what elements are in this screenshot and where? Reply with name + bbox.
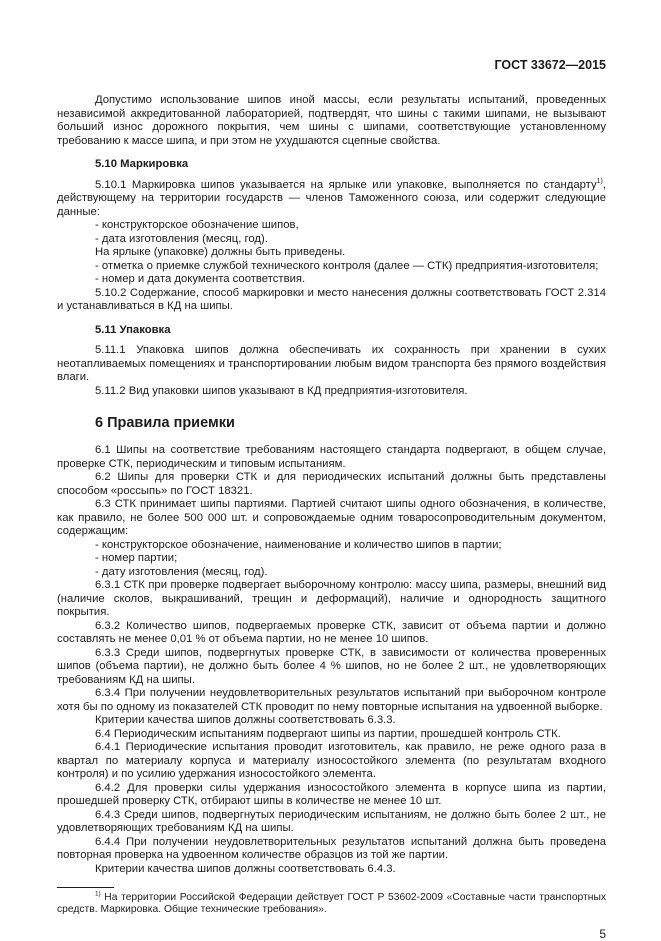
paragraph <box>57 287 606 314</box>
paragraph <box>57 344 606 385</box>
text-run: 6.3.1 СТК при проверке подвергает выборочному контролю: массу шипа, размеры, внешний вид (наличие сколов, выкрашиваний, трещин и деформаций), наличие и однородность защитного покрытия. <box>57 579 606 618</box>
text-run: - отметка о приемке службой технического контроля (далее — СТК) предприятия-изготовителя; <box>95 259 599 272</box>
standard-number: ГОСТ 33672—2015 <box>494 58 606 72</box>
list-item <box>57 566 606 580</box>
paragraph <box>57 687 606 714</box>
text-run: 6.4.4 При получении неудовлетворительных результатов испытаний должна быть проведена повторная проверка на удвоенном количестве образцов из той же партии. <box>57 835 606 861</box>
text-run: 6 Правила приемки <box>95 415 235 431</box>
paragraph <box>57 385 606 399</box>
text-run: Допустимо использование шипов иной массы, если результаты испытаний, проведенных независимой аккредитованной лабораторией, подтвердят, что шины с такими шипами, не вызывают больший износ дорожного покрытия, чем шины с шипами, соответствующие установленному требованию к массе шипа, и при этом не ухудшаются сцепные свойства. <box>57 94 606 147</box>
paragraph <box>57 246 606 260</box>
paragraph <box>57 444 606 471</box>
paragraph <box>57 579 606 620</box>
text-run: - конструкторское обозначение, наименование и количество шипов в партии; <box>95 538 502 551</box>
footnote-reference: 1) <box>596 177 603 185</box>
text-run: 6.4.1 Периодические испытания проводит изготовитель, как правило, не реже одного раза в квартал по материалу корпуса и материалу износостойкого элемента (по результатам входного контроля) и по усилию удержания износостойкого элемента. <box>57 741 606 780</box>
text-run: 5.10.1 Маркировка шипов указывается на ярлыке или упаковке, выполняется по стандарту <box>95 178 597 191</box>
text-run: 6.3.4 При получении неудовлетворительных результатов испытаний при выборочном контроле хотя бы по одному из показателей СТК проводит по нему повторные испытания на удвоенной выборке. <box>57 687 606 713</box>
section-heading <box>57 415 606 432</box>
paragraph <box>57 741 606 782</box>
paragraph <box>57 809 606 836</box>
text-run: 5.11.2 Вид упаковки шипов указывают в КД предприятия-изготовителя. <box>95 384 468 397</box>
paragraph <box>57 620 606 647</box>
text-run: На ярлыке (упаковке) должны быть приведены. <box>95 246 346 258</box>
footnote-text <box>57 892 606 917</box>
paragraph <box>57 498 606 539</box>
page-number: 5 <box>599 926 606 941</box>
text-run: 5.11 Упаковка <box>95 323 171 336</box>
paragraph <box>57 179 606 220</box>
page-header <box>57 58 606 72</box>
text-run: 5.10.2 Содержание, способ маркировки и место нанесения должны соответствовать ГОСТ 2.314 и устанавливаться в КД на шипы. <box>57 286 606 312</box>
paragraph <box>57 647 606 688</box>
document-content <box>57 94 606 876</box>
text-run: - дату изготовления (месяц, год). <box>95 565 268 578</box>
page-footer <box>57 927 606 941</box>
text-run: 6.3.2 Количество шипов, подвергаемых проверке СТК, зависит от объема партии и должно составлять не менее 0,01 % от объема партии, но не менее 10 шипов. <box>57 619 606 645</box>
text-run: 6.2 Шипы для проверки СТК и для периодических испытаний должны быть представлены способом «россыпь» по ГОСТ 18321. <box>57 471 606 497</box>
text-run: 6.3 СТК принимает шипы партиями. Партией считают шипы одного обозначения, в количестве, как правило, не более 500 000 шт. и сопровождаемые одним товаросопроводительным документом, содержащим: <box>57 498 606 537</box>
paragraph <box>57 471 606 498</box>
text-run: 6.4.2 Для проверки силы удержания износостойкого элемента в корпусе шипа из партии, прошедшей проверку СТК, отбирают шипы в количестве не менее 10 шт. <box>57 781 606 807</box>
text-run: 6.4 Периодическим испытаниям подвергают шипы из партии, прошедшей контроль СТК. <box>95 727 561 740</box>
list-item <box>57 539 606 553</box>
paragraph <box>57 714 606 728</box>
list-item <box>57 260 606 274</box>
text-run: , действующему на территории государств — членов Таможенного союза, или содержит следующие данные: <box>57 178 606 218</box>
subsection-heading <box>57 158 606 172</box>
list-item <box>57 233 606 247</box>
text-run: - номер и дата документа соответствия. <box>95 273 306 285</box>
text-run: - номер партии; <box>95 552 178 564</box>
list-item <box>57 552 606 566</box>
text-run: Критерии качества шипов должны соответствовать 6.4.3. <box>95 862 396 875</box>
list-item <box>57 219 606 233</box>
text-run: На территории Российской Федерации действует ГОСТ Р 53602-2009 «Составные части транспортных средств. Маркировка. Общие технические требования». <box>57 892 606 916</box>
text-run: 5.10 Маркировка <box>95 158 189 170</box>
text-run: - конструкторское обозначение шипов, <box>95 219 299 231</box>
text-run: 6.1 Шипы на соответствие требованиям настоящего стандарта подвергают, в общем случае, проверке СТК, периодическим и типовым испытаниям. <box>57 444 606 470</box>
text-run: 6.4.3 Среди шипов, подвергнутых периодическим испытаниям, не должно быть более 2 шт., не удовлетворяющих требованиям КД на шипы. <box>57 808 606 834</box>
text-run: Критерии качества шипов должны соответствовать 6.3.3. <box>95 714 396 726</box>
text-run: 6.3.3 Среди шипов, подвергнутых проверке СТК, в зависимости от количества проверенных шипов (объема партии), не должно быть более 4 % шипов, но не более 2 шт., не удовлетворяющих требованиям КД на шипы. <box>57 646 606 686</box>
list-item <box>57 273 606 287</box>
paragraph <box>57 728 606 742</box>
text-run: - дата изготовления (месяц, год). <box>95 232 268 245</box>
paragraph <box>57 863 606 877</box>
paragraph <box>57 94 606 148</box>
paragraph <box>57 836 606 863</box>
footnote-reference: 1) <box>95 890 101 898</box>
subsection-heading <box>57 324 606 338</box>
text-run: 5.11.1 Упаковка шипов должна обеспечивать их сохранность при хранении в сухих неотапливаемых помещениях и транспортировании любым видом транспорта без прямого воздействия влаги. <box>57 344 606 383</box>
footnote-separator <box>57 887 114 888</box>
paragraph <box>57 782 606 809</box>
